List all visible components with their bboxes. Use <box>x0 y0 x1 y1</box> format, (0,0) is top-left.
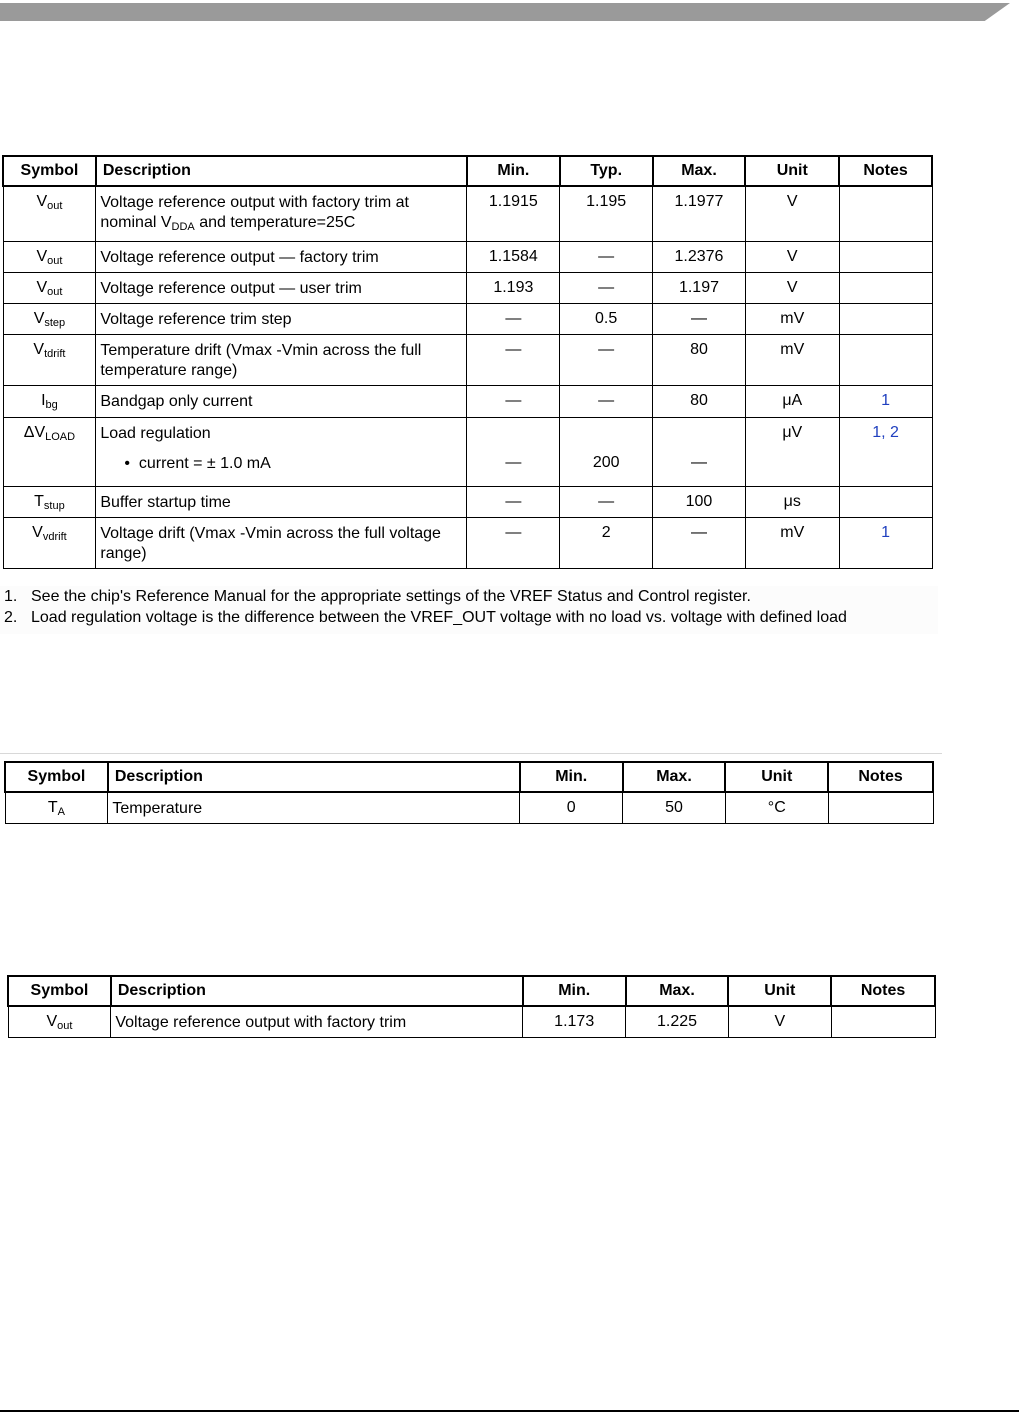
max-cell: — <box>653 304 746 335</box>
col-notes: Notes <box>831 976 935 1006</box>
table-row <box>3 186 932 242</box>
col-max: Max. <box>626 976 729 1006</box>
description-cell: Voltage reference output — factory trim <box>96 242 467 273</box>
symbol-cell: $V_{out}$ <box>3 186 96 242</box>
unit-cell: μs <box>745 487 839 518</box>
min-cell: — <box>467 487 560 518</box>
symbol-cell: $V_{tdrift}$ <box>3 335 96 386</box>
description-cell: Voltage reference output with factory trim at nominal $V_{DDA}$ and temperature=25C <box>96 186 467 242</box>
min-cell: — <box>467 418 560 487</box>
vref-output-table <box>7 975 936 1038</box>
col-symbol: Symbol <box>3 156 96 186</box>
symbol-cell: $T_A$ <box>5 792 108 824</box>
description-cell: Load regulation • current = ± 1.0 mA <box>96 418 467 487</box>
unit-cell: mV <box>745 518 839 569</box>
divider <box>0 753 942 754</box>
symbol-cell: $V_{step}$ <box>3 304 96 335</box>
notes-cell <box>839 273 932 304</box>
notes-cell: 1, 2 <box>839 418 932 487</box>
col-description: Description <box>96 156 467 186</box>
description-cell: Temperature drift (Vmax -Vmin across the full temperature range) <box>96 335 467 386</box>
table-header-row <box>5 762 933 792</box>
typ-cell: 1.195 <box>560 186 653 242</box>
max-cell: 50 <box>623 792 726 824</box>
min-cell: 1.193 <box>467 273 560 304</box>
description-cell: Temperature <box>108 792 520 824</box>
notes-cell: 1 <box>839 518 932 569</box>
min-cell: 1.1584 <box>467 242 560 273</box>
col-max: Max. <box>653 156 746 186</box>
typ-cell: — <box>560 386 653 418</box>
col-symbol: Symbol <box>8 976 111 1006</box>
typ-cell: — <box>560 487 653 518</box>
table-row <box>3 304 932 335</box>
col-unit: Unit <box>745 156 839 186</box>
table-row <box>3 386 932 418</box>
typ-cell: — <box>560 335 653 386</box>
max-cell: 1.197 <box>653 273 746 304</box>
max-cell: 1.225 <box>626 1006 729 1038</box>
description-cell: Voltage drift (Vmax -Vmin across the full voltage range) <box>96 518 467 569</box>
notes-cell <box>839 487 932 518</box>
col-notes: Notes <box>828 762 933 792</box>
typ-cell: 2 <box>560 518 653 569</box>
typ-cell: — <box>560 273 653 304</box>
min-cell: 0 <box>520 792 623 824</box>
notes-cell <box>831 1006 935 1038</box>
symbol-cell: $V_{vdrift}$ <box>3 518 96 569</box>
unit-cell: V <box>745 242 839 273</box>
col-description: Description <box>111 976 523 1006</box>
unit-cell: μV <box>745 418 839 487</box>
notes-cell <box>839 304 932 335</box>
symbol-cell: $T_{stup}$ <box>3 487 96 518</box>
max-cell: 80 <box>653 335 746 386</box>
table-row <box>8 1006 935 1038</box>
table-row <box>3 273 932 304</box>
description-cell: Voltage reference output — user trim <box>96 273 467 304</box>
unit-cell: V <box>745 186 839 242</box>
symbol-cell: $V_{out}$ <box>3 273 96 304</box>
notes-cell <box>839 186 932 242</box>
max-cell: 100 <box>653 487 746 518</box>
table-footnotes <box>0 586 938 634</box>
max-cell: 1.2376 <box>653 242 746 273</box>
col-notes: Notes <box>839 156 932 186</box>
max-cell: — <box>653 418 746 487</box>
col-symbol: Symbol <box>5 762 108 792</box>
description-cell: Voltage reference output with factory trim <box>111 1006 523 1038</box>
symbol-cell: $I_{bg}$ <box>3 386 96 418</box>
footer-rule <box>0 1410 1019 1412</box>
unit-cell: V <box>745 273 839 304</box>
col-min: Min. <box>523 976 626 1006</box>
min-cell: — <box>467 386 560 418</box>
col-min: Min. <box>520 762 623 792</box>
notes-cell <box>839 242 932 273</box>
col-unit: Unit <box>728 976 831 1006</box>
table-row <box>3 418 932 487</box>
bullet-icon: • <box>124 455 139 472</box>
notes-cell <box>828 792 933 824</box>
unit-cell: μA <box>745 386 839 418</box>
typ-cell: 200 <box>560 418 653 487</box>
table-row <box>3 487 932 518</box>
min-cell: 1.173 <box>523 1006 626 1038</box>
footnote: 1. See the chip's Reference Manual for the appropriate settings of the VREF Status and Control register. <box>4 588 751 605</box>
symbol-cell: $\Delta V_{LOAD}$ <box>3 418 96 487</box>
max-cell: 80 <box>653 386 746 418</box>
typ-cell: 0.5 <box>560 304 653 335</box>
footnote: 2. Load regulation voltage is the difference between the VREF_OUT voltage with no load vs. voltage with defined load <box>4 609 847 626</box>
list-item: • current = ± 1.0 mA <box>124 455 271 472</box>
temperature-table <box>4 761 934 824</box>
unit-cell: mV <box>745 335 839 386</box>
table-row <box>3 335 932 386</box>
typ-cell: — <box>560 242 653 273</box>
table-row <box>5 792 933 824</box>
min-cell: — <box>467 518 560 569</box>
col-description: Description <box>108 762 520 792</box>
col-max: Max. <box>623 762 726 792</box>
description-cell: Bandgap only current <box>96 386 467 418</box>
table-row <box>3 518 932 569</box>
min-cell: — <box>467 335 560 386</box>
notes-cell <box>839 335 932 386</box>
col-unit: Unit <box>725 762 828 792</box>
table-header-row <box>8 976 935 1006</box>
vref-characteristics-table <box>2 155 933 569</box>
min-cell: — <box>467 304 560 335</box>
min-cell: 1.1915 <box>467 186 560 242</box>
max-cell: 1.1977 <box>653 186 746 242</box>
max-cell: — <box>653 518 746 569</box>
symbol-cell: $V_{out}$ <box>3 242 96 273</box>
unit-cell: °C <box>725 792 828 824</box>
description-cell: Buffer startup time <box>96 487 467 518</box>
notes-cell: 1 <box>839 386 932 418</box>
symbol-cell: $V_{out}$ <box>8 1006 111 1038</box>
table-header-row <box>3 156 932 186</box>
header-bar <box>0 3 1010 21</box>
col-min: Min. <box>467 156 560 186</box>
unit-cell: V <box>728 1006 831 1038</box>
unit-cell: mV <box>745 304 839 335</box>
col-typ: Typ. <box>560 156 653 186</box>
table-row <box>3 242 932 273</box>
description-cell: Voltage reference trim step <box>96 304 467 335</box>
